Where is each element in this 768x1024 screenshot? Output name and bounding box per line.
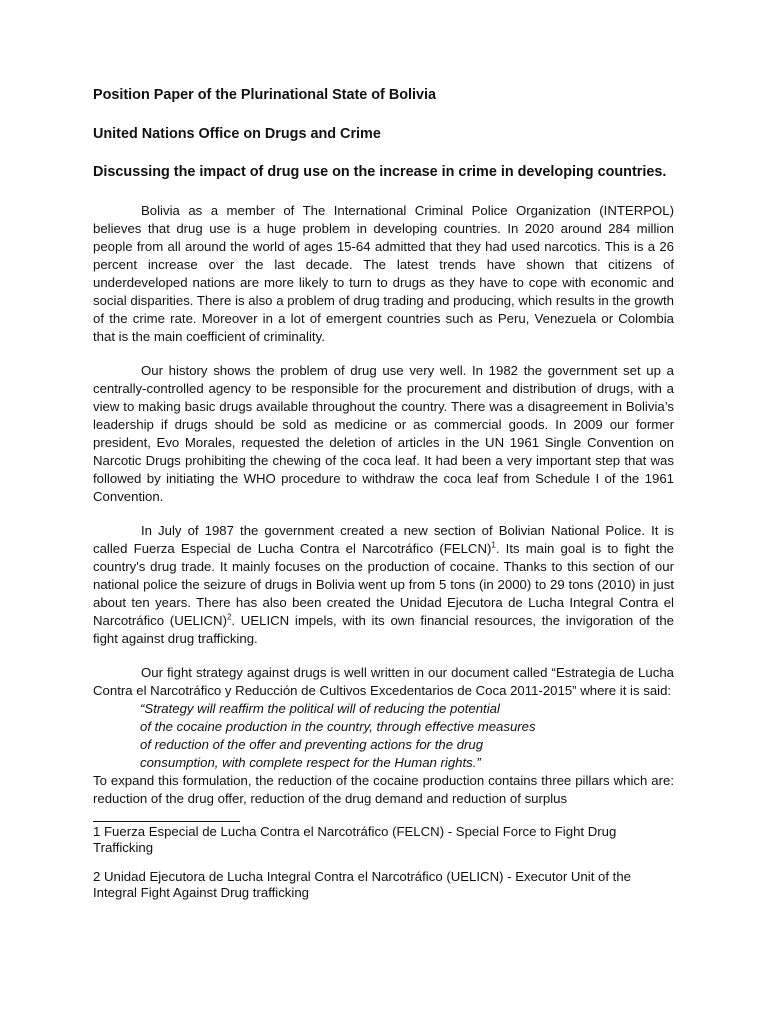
quote-line: of the cocaine production in the country, through effective measures	[140, 719, 536, 734]
topic-heading: Discussing the impact of drug use on the increase in crime in developing countries.	[93, 164, 667, 180]
document-page	[93, 86, 674, 914]
footnote-1: 1 Fuerza Especial de Lucha Contra el Narcotráfico (FELCN) - Special Force to Fight Drug Trafficking	[93, 824, 617, 855]
footnote-ref-2: 2	[226, 612, 232, 622]
paragraph-felcn-part3: . UELICN impels, with its own financial resources, the invigoration of the fight against drug trafficking.	[93, 613, 675, 646]
paragraph-history: Our history shows the problem of drug use very well. In 1982 the government set up a centrally-controlled agency to be responsible for the procurement and distribution of drugs, with a view to making basic drugs available throughout the country. There was a disagreement in Bolivia’s leadership if drugs should be sold as medicine or as commercial goods. In 2009 our former president, Evo Morales, requested the deletion of articles in the UN 1961 Single Convention on Narcotic Drugs prohibiting the chewing of the coca leaf. It had been a very important step that was followed by initiating the WHO procedure to withdraw the coca leaf from Schedule I of the 1961 Convention.	[93, 363, 674, 504]
paragraph-felcn-part2: . Its main goal is to fight the country's drug trade. It mainly focuses on the production of cocaine. Thanks to this section of our national police the seizure of drugs in Bolivia went up from 5 tons (in 2000) to 29 tons (2010) in just about ten years. There has also been created the Unidad Ejecutora de Lucha Integral Contra el Narcotráfico (UELICN)	[93, 541, 674, 628]
strategy-quote	[93, 700, 674, 772]
quote-line: consumption, with complete respect for the Human rights.”	[140, 755, 481, 770]
quote-line: “Strategy will reaffirm the political will of reducing the potential	[140, 701, 500, 716]
footnote-2: 2 Unidad Ejecutora de Lucha Integral Contra el Narcotráfico (UELICN) - Executor Unit of the Integral Fight Against Drug trafficking	[93, 869, 632, 900]
paragraph-felcn-part1: In July of 1987 the government created a new section of Bolivian National Police. It is called Fuerza Especial de Lucha Contra el Narcotráfico (FELCN)	[93, 523, 674, 556]
document-title: Position Paper of the Plurinational State of Bolivia	[93, 87, 437, 103]
paragraph-strategy: Our fight strategy against drugs is well written in our document called “Estrategia de Lucha Contra el Narcotráfico y Reducción de Cultivos Excedentarios de Coca 2011-2015” where it is said:	[93, 665, 674, 698]
footnote-divider	[93, 821, 240, 822]
committee-heading: United Nations Office on Drugs and Crime	[93, 126, 381, 142]
paragraph-felcn	[93, 522, 674, 648]
footnote-ref-1: 1	[491, 540, 496, 550]
quote-line: of reduction of the offer and preventing actions for the drug	[140, 737, 484, 752]
paragraph-pillars: To expand this formulation, the reduction of the cocaine production contains three pillars which are: reduction of the drug offer, reduction of the drug demand and reduction of surplus	[93, 773, 674, 806]
paragraph-interpol: Bolivia as a member of The International Criminal Police Organization (INTERPOL) believes that drug use is a huge problem in developing countries. In 2020 around 284 million people from all around the world of ages 15-64 admitted that they had used narcotics. This is a 26 percent increase over the last decade. The latest trends have shown that citizens of underdeveloped nations are more likely to turn to drugs as they have to cope with economic and social disparities. There is also a problem of drug trading and producing, which results in the growth of the crime rate. Moreover in a lot of emergent countries such as Peru, Venezuela or Colombia that is the main coefficient of criminality.	[93, 203, 674, 344]
